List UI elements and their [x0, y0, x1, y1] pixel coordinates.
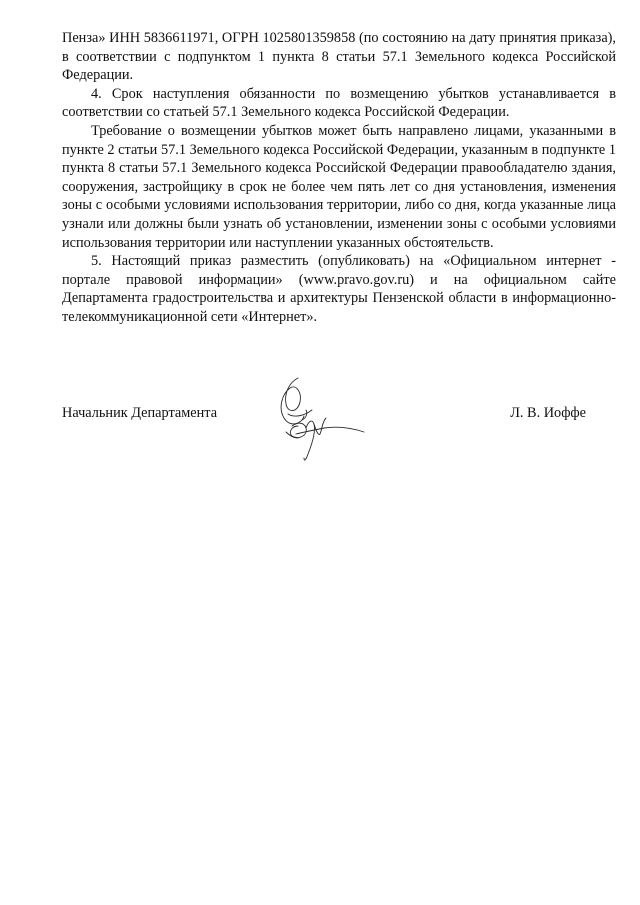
signatory-title: Начальник Департамента [62, 405, 218, 421]
signatory-name: Л. В. Иоффе [510, 405, 586, 421]
paragraph-item-4: 4. Срок наступления обязанности по возмещению убытков устанавливается в соответствии со статьей 57.1 Земельного кодекса Российской Федерации. [62, 85, 616, 121]
paragraph-continuation: Пенза» ИНН 5836611971, ОГРН 1025801359858 (по состоянию на дату принятия приказа), в соответствии с подпунктом 1 пункта 8 статьи 57.1 Земельного кодекса Российской Федерации. [62, 30, 616, 84]
paragraph-item-5: 5. Настоящий приказ разместить (опубликовать) на «Официальном интернет - портале правовой информации» (www.pravo.gov.ru) и на официальном сайте Департамента градостроительства и архитектуры Пензенской области в информационно-телекоммуникационной сети «Интернет». [62, 253, 616, 325]
handwritten-signature [268, 374, 368, 466]
document-body [62, 29, 616, 327]
paragraph-damages-claim: Требование о возмещении убытков может быть направлено лицами, указанными в пункте 2 статьи 57.1 Земельного кодекса Российской Федерации, указанным в подпункте 1 пункта 8 статьи 57.1 Земельного кодекса Российской Федерации правообладателю здания, сооружения, застройщику в срок не более чем пять лет со дня установления, изменения зоны с особыми условиями использования территории, либо со дня, когда указанные лица узнали или должны были узнать об установлении, изменении зоны с особыми условиями использования территории или наступлении указанных обстоятельств. [62, 122, 616, 251]
